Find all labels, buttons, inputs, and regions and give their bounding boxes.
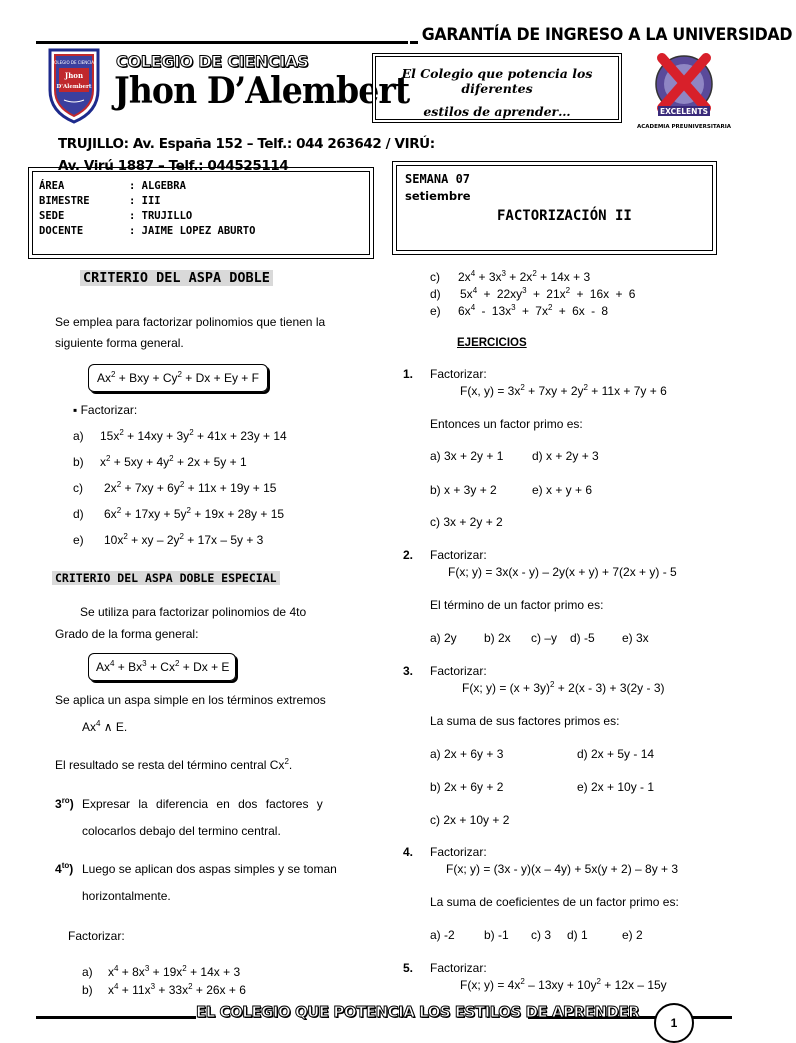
semana-box [392,161,717,255]
ex4-opt-d: d) 1 [567,928,588,942]
ex1-opt-d: d) x + 2y + 3 [532,449,599,463]
bottom-item-a-letter: a) [82,965,93,979]
title-aspa-doble-especial: CRITERIO DEL ASPA DOBLE ESPECIAL [52,571,280,585]
bottom-item-a: $x^4 + 8x^3 + 19x^2 + 14x + 3$ [108,964,241,979]
aplica-line-2: Ax$^4$ ∧ E. [82,719,128,734]
info-value-sede: : TRUJILLO [129,210,193,222]
ex5-factorizar: Factorizar: [430,961,487,975]
top-item-c-letter: c) [430,270,440,284]
slogan-line-1: El Colegio que potencia los diferentes [401,66,593,96]
ex3-factorizar: Factorizar: [430,664,487,678]
ex3-opt-e: e) 2x + 10y - 1 [577,780,655,794]
item-e-letter: e) [73,533,84,547]
step-4-line-1: Luego se aplican dos aspas simples y se toman [82,862,337,876]
info-label-area: ÁREA [39,180,65,192]
semana-month: setiembre [405,189,471,203]
shield-text-top: COLEGIO DE CIENCIAS [51,60,97,65]
ex5-number: 5. [403,961,414,975]
general-form-1: $Ax^2$ + Bxy + $Cy^2 + Dx + Ey + F$ [97,370,259,385]
step-4-number: $4^{to}$) [55,861,74,876]
ex4-opt-c: c) 3 [531,928,552,942]
info-value-bimestre: : III [129,195,161,207]
address-line: TRUJILLO: Av. España 152 – Telf.: 044 263642 / VIRÚ: Av. Virú 1887 – Telf.: 044525114 [58,136,435,174]
step-3-line-2: colocarlos debajo del termino central. [82,824,281,838]
ex3-opt-d: d) 2x + 5y - 14 [577,747,655,761]
ex4-formula: F(x; y) = (3x - y)(x – 4y) + 5x(y + 2) – 8y + 3 [446,862,679,876]
header-school-name: Jhon D’Alembert [114,70,410,112]
intro-line-1: Se emplea para factorizar polinomios que tienen la [55,315,326,329]
ex4-question: La suma de coeficientes de un factor primo es: [430,895,679,909]
item-d-letter: d) [73,507,84,521]
step-4-line-2: horizontalmente. [82,889,171,903]
aplica-line-1: Se aplica un aspa simple en los términos extremos [55,693,326,707]
bottom-item-b-letter: b) [82,983,93,997]
top-item-d: $5x^4 + 22xy^3 + 21x^2 + 16x + 6$ [460,286,636,301]
ex3-opt-c: c) 2x + 10y + 2 [430,813,510,827]
intro-line-2: siguiente forma general. [55,336,184,350]
factorizar-label: ▪ Factorizar: [73,403,138,417]
ex5-formula: F(x; $y) = 4x^2 - 13xy + 10y^2 + 12x - 15y$ [460,977,667,992]
ex3-number: 3. [403,664,414,678]
ex2-factorizar: Factorizar: [430,548,487,562]
info-value-docente: : JAIME LOPEZ ABURTO [129,225,256,237]
ex1-opt-a: a) 3x + 2y + 1 [430,449,504,463]
ex2-opt-b: b) 2x [484,631,511,645]
item-b-letter: b) [73,455,84,469]
item-c: $2x^2 + 7xy + 6y^2 + 11x + 19y + 15$ [104,480,277,495]
footer-rule-left [36,1016,196,1019]
semana-number: SEMANA 07 [405,172,471,186]
ex4-opt-e: e) 2 [622,928,643,942]
ex3-opt-a: a) 2x + 6y + 3 [430,747,504,761]
ex2-opt-e: e) 3x [622,631,649,645]
ex2-formula: F(x; y) = 3x(x - y) – 2y(x + y) + 7(2x + y) - 5 [448,565,677,579]
shield-text-jhon: Jhon [64,71,84,80]
excelents-logo [636,48,732,132]
page-number: 1 [654,1003,694,1043]
ex4-opt-b: b) -1 [484,928,509,942]
header-rule-left [36,41,408,44]
step-3-number: $3^{ro}$) [55,796,74,811]
logo-sub: ACADEMIA PREUNIVERSITARIA [636,124,732,130]
ex4-factorizar: Factorizar: [430,845,487,859]
ex1-number: 1. [403,367,414,381]
ex1-opt-c: c) 3x + 2y + 2 [430,515,503,529]
item-a-letter: a) [73,429,84,443]
ejercicios-title: EJERCICIOS [457,337,527,349]
info-label-docente: DOCENTE [39,225,84,237]
header-garantia: GARANTÍA DE INGRESO A LA UNIVERSIDAD [418,25,796,45]
ex4-number: 4. [403,845,414,859]
ex3-opt-b: b) 2x + 6y + 2 [430,780,504,794]
ex1-opt-e: e) x + y + 6 [532,483,593,497]
item-a: $15x^2 + 14xy + 3y^2 + 41x + 23y + 14$ [100,428,287,443]
semana-topic: FACTORIZACIÓN II [497,208,632,224]
top-item-c: $2x^4 + 3x^3 + 2x^2 + 14x + 3$ [458,269,591,284]
item-b: $x^2 + 5xy + 4y^2 + 2x + 5y + 1$ [100,454,247,469]
step-3-line-1: Expresar la diferencia en dos factores y [82,797,323,811]
ex1-factorizar: Factorizar: [430,367,487,381]
info-label-bimestre: BIMESTRE [39,195,90,207]
aplica-line-3: El resultado se resta del término central Cx$^2$. [55,757,293,772]
ex1-question: Entonces un factor primo es: [430,417,583,431]
slogan-line-2: estilos de aprender… [423,104,571,119]
info-box [28,167,374,259]
top-item-e: $6x^4 - 13x^3 + 7x^2 + 6x - 8$ [458,303,609,318]
ex2-opt-d: d) -5 [570,631,595,645]
title-aspa-doble: CRITERIO DEL ASPA DOBLE [80,270,273,286]
factorizar-label-2: Factorizar: [68,929,125,943]
ex2-question: El término de un factor primo es: [430,598,604,612]
info-label-sede: SEDE [39,210,65,222]
ex3-question: La suma de sus factores primos es: [430,714,620,728]
ex4-opt-a: a) -2 [430,928,455,942]
ex2-number: 2. [403,548,414,562]
slogan-box [372,53,622,123]
logo-label: EXCELENTS [660,107,708,116]
item-d: $6x^2 + 17xy + 5y^2 + 19x + 28y + 15$ [104,506,285,521]
header-colegio: COLEGIO DE CIENCIAS [116,52,309,71]
ex1-formula: F(x, $y) = 3x^2 + 7xy + 2y^2 + 11x + 7y + 6$ [460,383,667,398]
ex1-opt-b: b) x + 3y + 2 [430,483,497,497]
ex2-opt-c: c) –y [531,631,558,645]
item-c-letter: c) [73,481,83,495]
school-shield-logo [46,46,102,124]
general-form-2: $Ax^4 + Bx^3 + Cx^2 + Dx + E$ [96,659,230,674]
bottom-item-b: $x^4 + 11x^3 + 33x^2 + 26x + 6$ [108,982,246,997]
intro-line-4: Grado de la forma general: [55,627,199,641]
top-item-e-letter: e) [430,304,441,318]
info-value-area: : ALGEBRA [129,180,186,192]
shield-text-dalembert: D'Alembert [56,84,92,90]
ex3-formula: F(x; $y) = (x + 3y)^2 + 2(x - 3) + 3(2y - 3)$ [462,680,665,695]
top-item-d-letter: d) [430,287,441,301]
footer-slogan: EL COLEGIO QUE POTENCIA LOS ESTILOS DE APRENDER [196,1003,640,1021]
item-e: $10x^2$ + xy – $2y^2 + 17x - 5y + 3$ [104,532,264,547]
ex2-opt-a: a) 2y [430,631,457,645]
intro-line-3: Se utiliza para factorizar polinomios de 4to [80,605,307,619]
